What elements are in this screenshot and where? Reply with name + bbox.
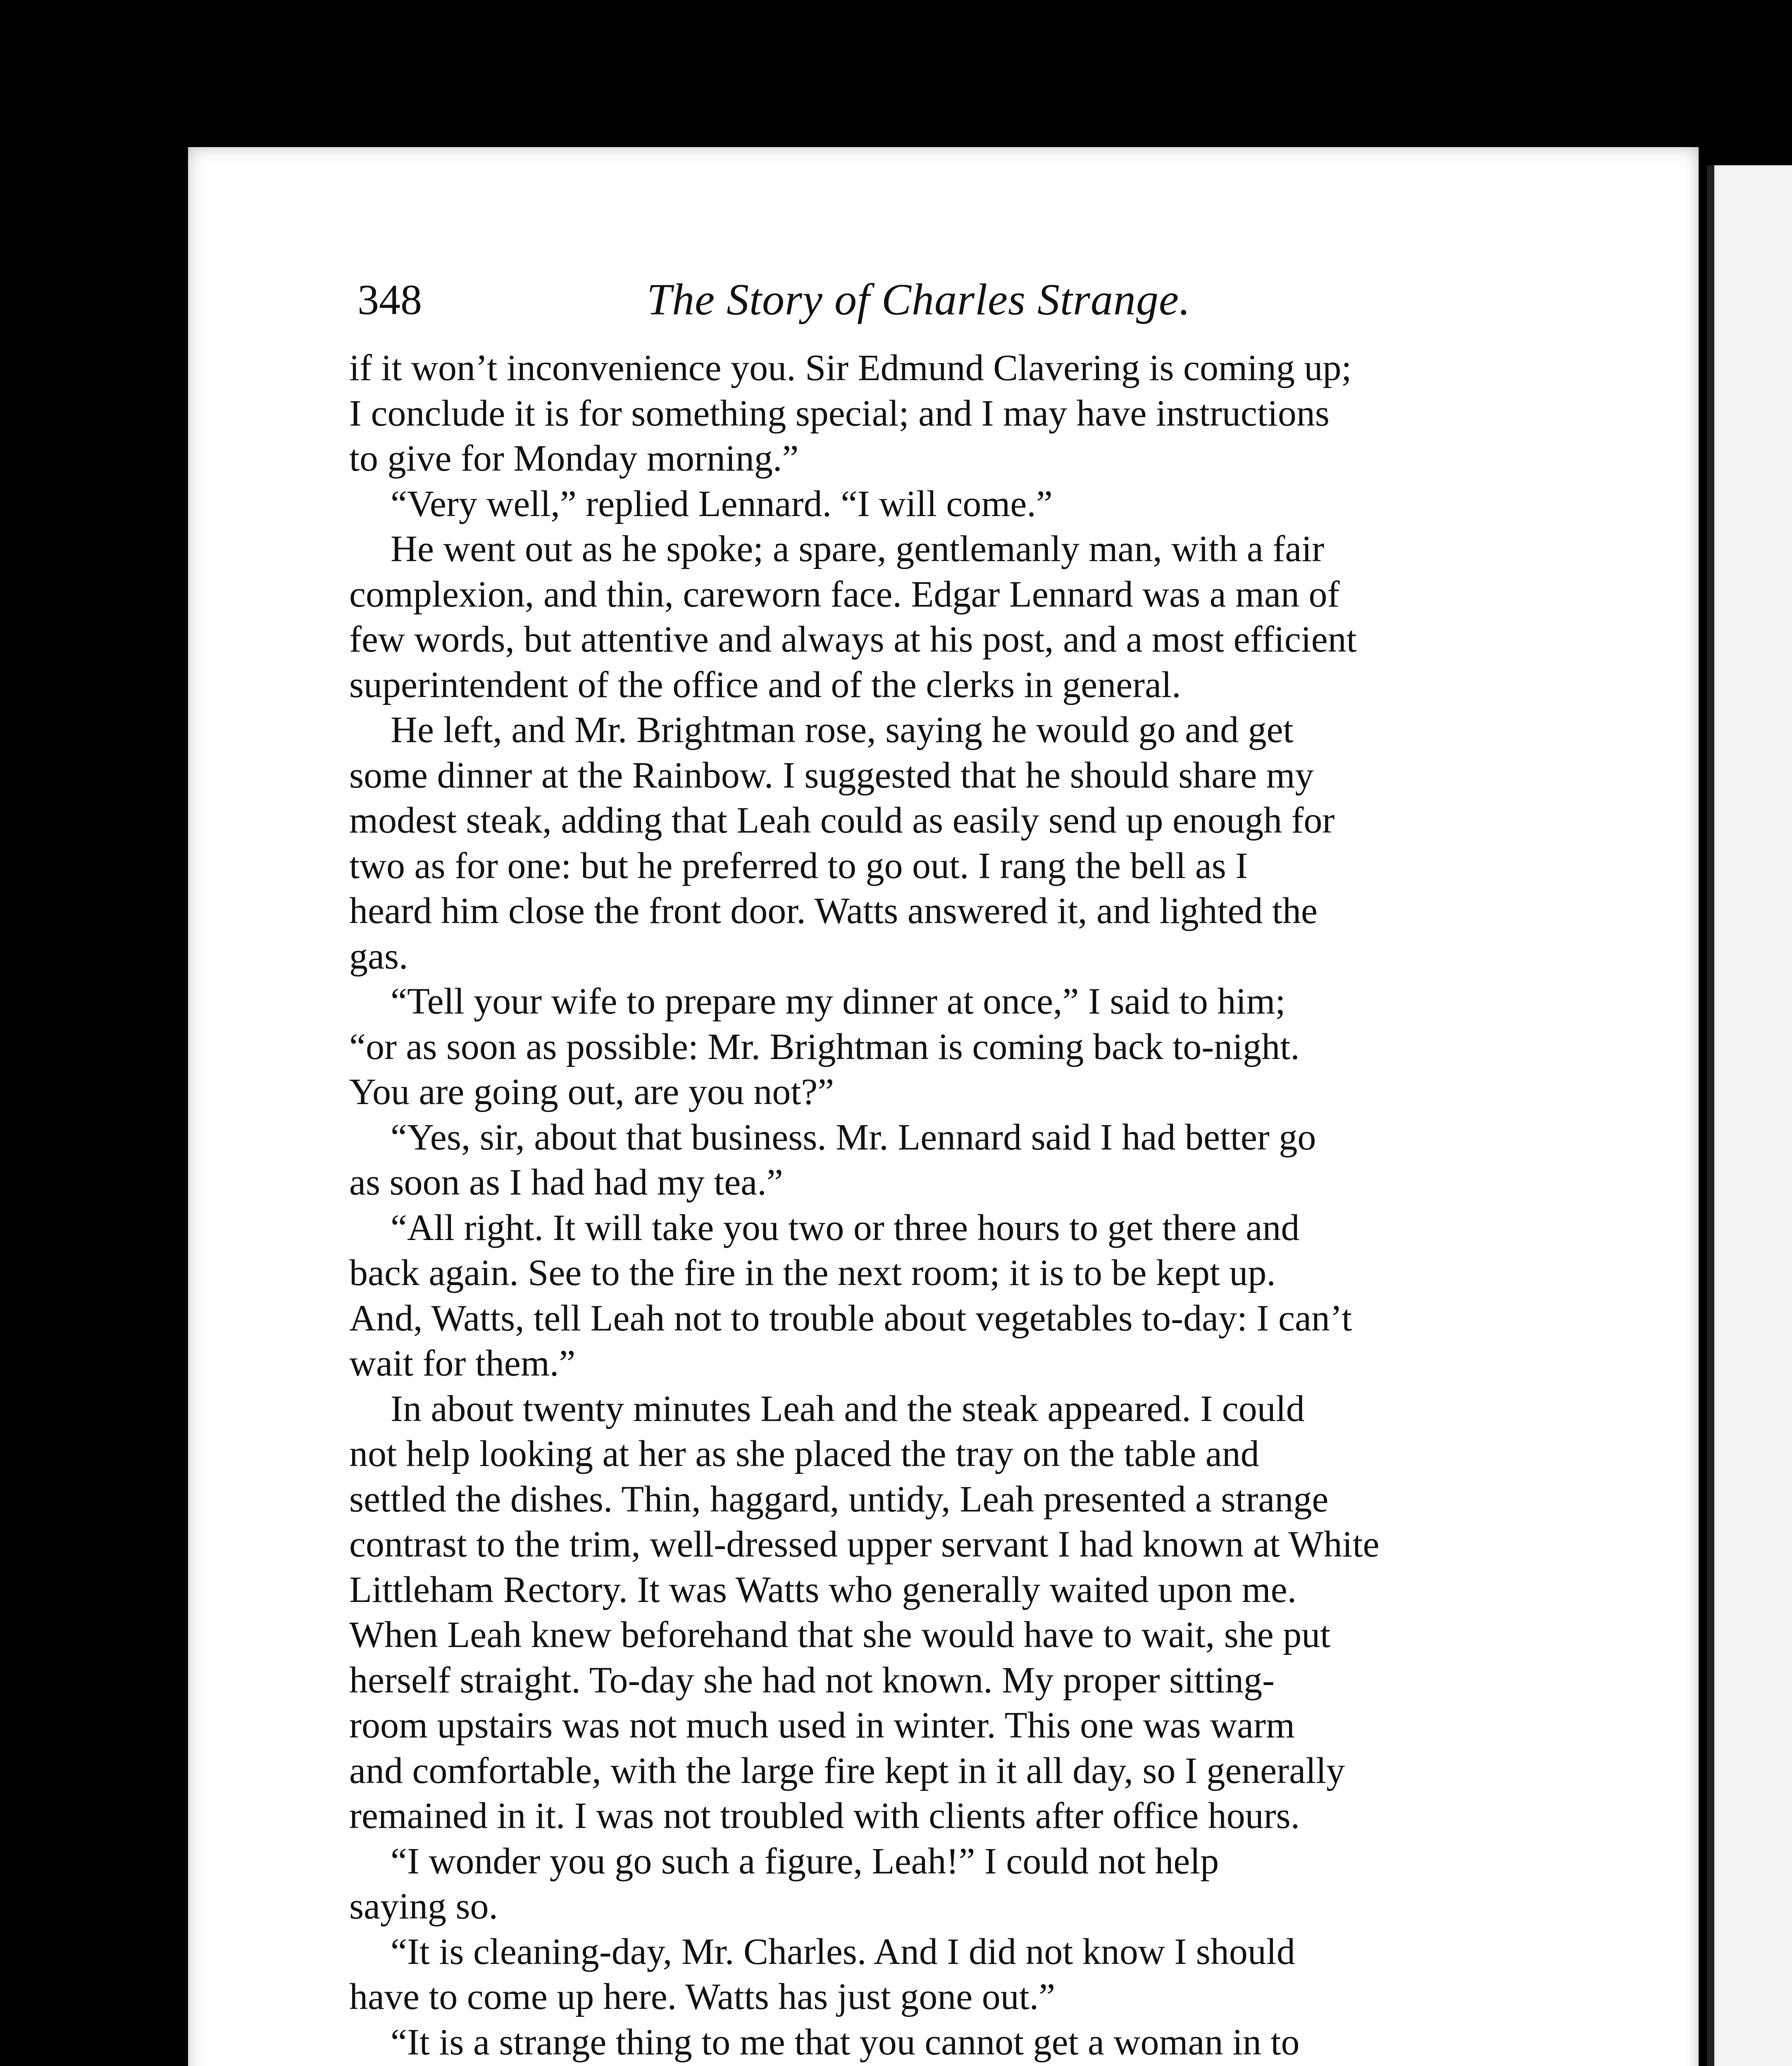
text-line: some dinner at the Rainbow. I suggested that he should share my bbox=[349, 755, 1314, 796]
text-line: heard him close the front door. Watts answered it, and lighted the bbox=[349, 890, 1318, 931]
text-line: “Yes, sir, about that business. Mr. Lennard said I had better go bbox=[391, 1116, 1316, 1158]
text-line: And, Watts, tell Leah not to trouble about vegetables to-day: I can’t bbox=[349, 1297, 1352, 1339]
text-line: When Leah knew beforehand that she would have to wait, she put bbox=[349, 1614, 1331, 1655]
text-line: two as for one: but he preferred to go out. I rang the bell as I bbox=[349, 845, 1248, 886]
book-page bbox=[188, 147, 1699, 2066]
next-page-edge bbox=[1707, 165, 1792, 2066]
text-line: saying so. bbox=[349, 1886, 498, 1927]
text-line: if it won’t inconvenience you. Sir Edmund Clavering is coming up; bbox=[349, 348, 1352, 388]
text-line: have to come up here. Watts has just gone out.” bbox=[349, 1976, 1056, 2017]
text-line: herself straight. To-day she had not known. My proper sitting- bbox=[349, 1659, 1275, 1701]
body-text bbox=[349, 345, 1556, 2066]
text-line: few words, but attentive and always at his post, and a most efficient bbox=[349, 619, 1357, 660]
text-line: settled the dishes. Thin, haggard, untidy, Leah presented a strange bbox=[349, 1478, 1329, 1520]
text-line: contrast to the trim, well-dressed upper servant I had known at White bbox=[349, 1524, 1380, 1565]
text-line: “It is cleaning-day, Mr. Charles. And I did not know I should bbox=[391, 1931, 1295, 1972]
text-line: You are going out, are you not?” bbox=[349, 1071, 834, 1112]
text-line: gas. bbox=[349, 935, 408, 977]
text-line: He left, and Mr. Brightman rose, saying he would go and get bbox=[391, 709, 1294, 750]
text-line: “It is a strange thing to me that you cannot get a woman in to bbox=[391, 2021, 1300, 2063]
text-line: “Tell your wife to prepare my dinner at once,” I said to him; bbox=[391, 981, 1286, 1022]
text-line: “Very well,” replied Lennard. “I will come.” bbox=[391, 483, 1053, 524]
text-line: and comfortable, with the large fire kept in it all day, so I generally bbox=[349, 1750, 1345, 1791]
text-line: modest steak, adding that Leah could as easily send up enough for bbox=[349, 800, 1335, 841]
text-line: “I wonder you go such a figure, Leah!” I could not help bbox=[391, 1840, 1219, 1882]
text-line: Littleham Rectory. It was Watts who generally waited upon me. bbox=[349, 1569, 1297, 1610]
text-line: not help looking at her as she placed the tray on the table and bbox=[349, 1433, 1259, 1474]
page-number: 348 bbox=[357, 276, 422, 324]
page-header bbox=[357, 259, 1449, 341]
text-line: as soon as I had had my tea.” bbox=[349, 1162, 783, 1203]
text-line: back again. See to the fire in the next room; it is to be kept up. bbox=[349, 1252, 1276, 1293]
text-line: wait for them.” bbox=[349, 1343, 576, 1384]
text-line: “All right. It will take you two or three hours to get there and bbox=[391, 1207, 1300, 1248]
text-line: I conclude it is for something special; and I may have instructions bbox=[349, 393, 1330, 434]
running-title: The Story of Charles Strange. bbox=[647, 275, 1191, 324]
text-line: to give for Monday morning.” bbox=[349, 438, 799, 479]
text-line: superintendent of the office and of the clerks in general. bbox=[349, 664, 1181, 705]
text-line: He went out as he spoke; a spare, gentlemanly man, with a fair bbox=[391, 528, 1325, 569]
text-line: remained in it. I was not troubled with clients after office hours. bbox=[349, 1795, 1300, 1836]
text-line: room upstairs was not much used in winter. This one was warm bbox=[349, 1705, 1295, 1746]
text-line: “or as soon as possible: Mr. Brightman is coming back to-night. bbox=[349, 1026, 1300, 1067]
text-line: complexion, and thin, careworn face. Edgar Lennard was a man of bbox=[349, 574, 1340, 615]
text-line: In about twenty minutes Leah and the steak appeared. I could bbox=[391, 1388, 1305, 1429]
